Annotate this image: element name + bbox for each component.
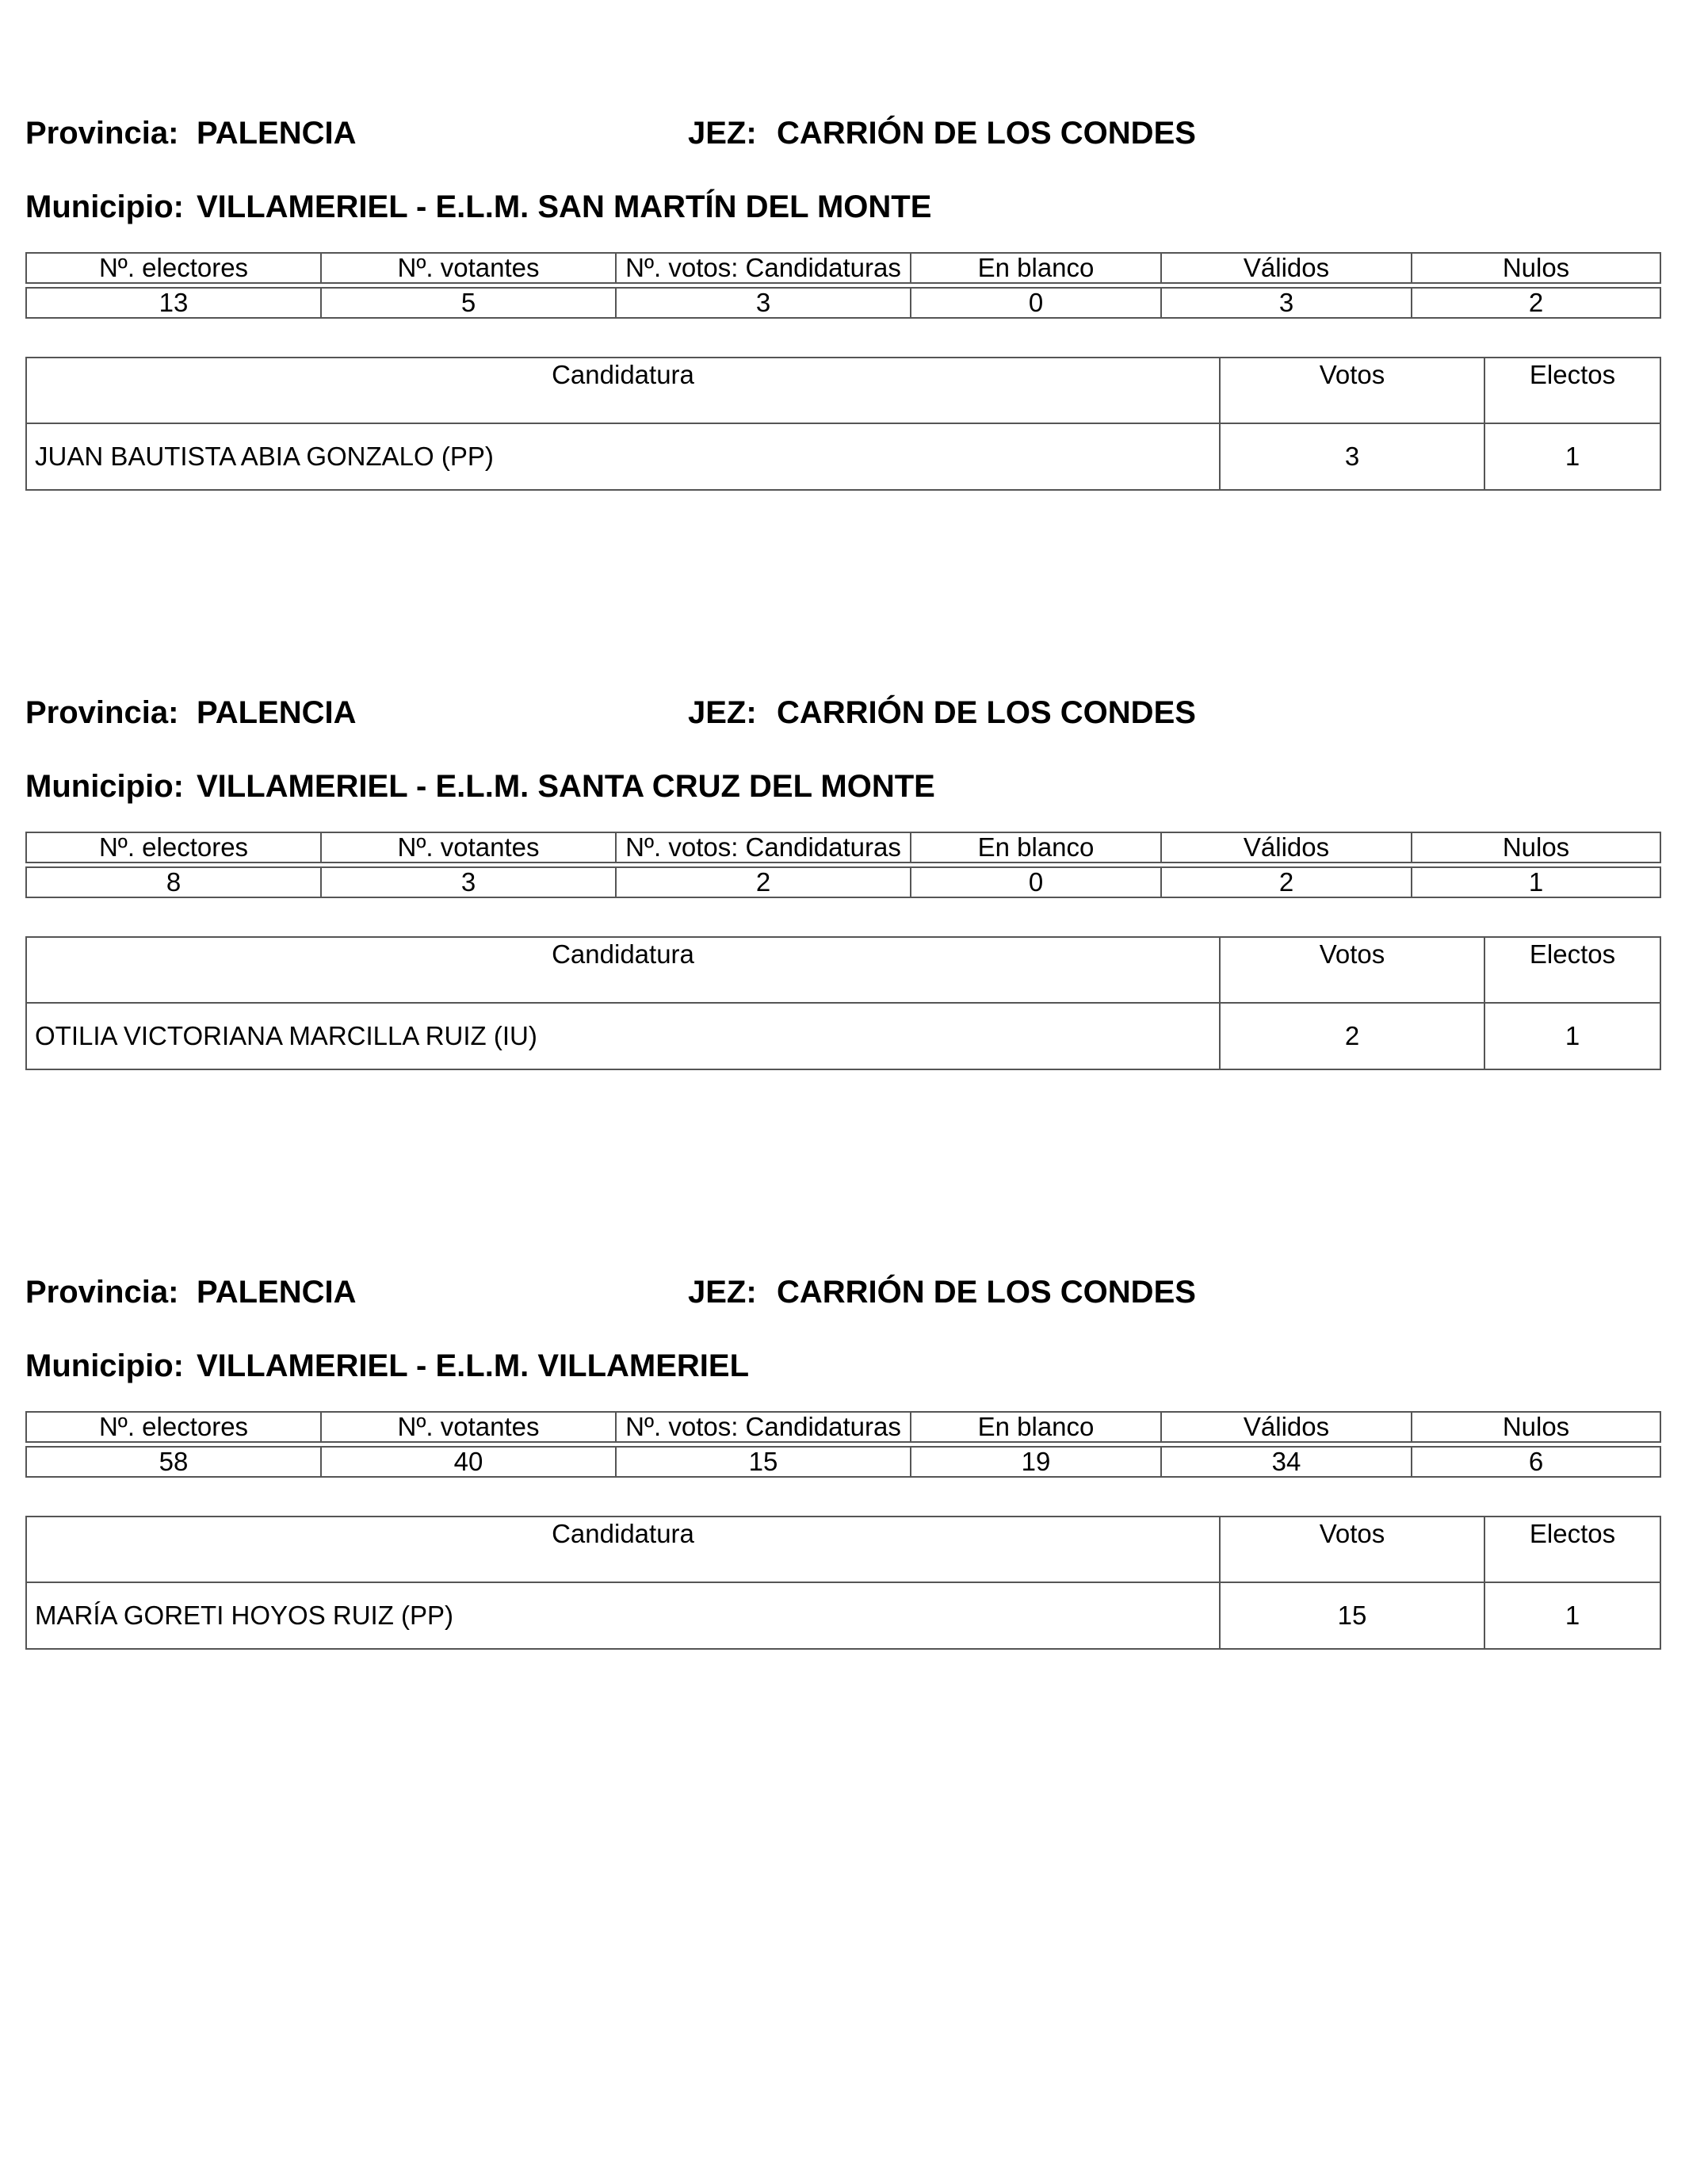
stats-header-cell: Nulos — [1412, 832, 1660, 863]
votos-header: Votos — [1220, 937, 1484, 1003]
candidate-votos: 2 — [1220, 1003, 1484, 1069]
provincia-label: Provincia: — [25, 116, 179, 151]
candidate-votos: 15 — [1220, 1582, 1484, 1649]
section-header — [25, 1268, 1660, 1316]
candidates-header-row — [26, 358, 1660, 423]
candidate-name: OTILIA VICTORIANA MARCILLA RUIZ (IU) — [26, 1003, 1220, 1069]
stats-value-cell: 3 — [1161, 288, 1412, 318]
candidate-row — [26, 423, 1660, 490]
stats-header-cell: Nº. votantes — [321, 832, 616, 863]
municipio-row — [25, 1342, 1660, 1390]
stats-table — [25, 1411, 1661, 1478]
stats-value-cell: 19 — [911, 1447, 1161, 1477]
municipio-label: Municipio: — [25, 189, 184, 224]
municipio-label: Municipio: — [25, 1348, 184, 1383]
candidate-votos: 3 — [1220, 423, 1484, 490]
stats-value-cell: 6 — [1412, 1447, 1660, 1477]
candidate-electos: 1 — [1484, 423, 1660, 490]
stats-value-cell: 8 — [26, 867, 321, 897]
stats-value-cell: 3 — [321, 867, 616, 897]
stats-table — [25, 832, 1661, 898]
candidate-electos: 1 — [1484, 1003, 1660, 1069]
stats-value-cell: 58 — [26, 1447, 321, 1477]
stats-value-cell: 2 — [1161, 867, 1412, 897]
stats-header-cell: En blanco — [911, 1412, 1161, 1442]
candidates-table — [25, 1516, 1661, 1650]
stats-header-row — [26, 1412, 1660, 1442]
stats-header-cell: En blanco — [911, 832, 1161, 863]
municipio-row — [25, 183, 1660, 231]
candidates-table — [25, 357, 1661, 491]
candidatura-header: Candidatura — [26, 937, 1220, 1003]
stats-header-cell: Válidos — [1161, 1412, 1412, 1442]
stats-value-cell: 15 — [616, 1447, 911, 1477]
stats-header-cell: Nº. electores — [26, 832, 321, 863]
stats-value-cell: 40 — [321, 1447, 616, 1477]
stats-header-cell: Nº. votos: Candidaturas — [616, 832, 911, 863]
stats-header-cell: Nº. electores — [26, 253, 321, 283]
stats-header-cell: Nº. votantes — [321, 1412, 616, 1442]
stats-header-cell: Nº. votos: Candidaturas — [616, 253, 911, 283]
candidates-header-row — [26, 937, 1660, 1003]
section-header — [25, 109, 1660, 157]
electos-header: Electos — [1484, 358, 1660, 423]
municipio-row — [25, 763, 1660, 810]
candidate-row — [26, 1003, 1660, 1069]
section-header — [25, 689, 1660, 736]
stats-header-cell: Válidos — [1161, 253, 1412, 283]
jez-label: JEZ: — [688, 695, 757, 730]
stats-header-cell: Nulos — [1412, 253, 1660, 283]
candidatura-header: Candidatura — [26, 1517, 1220, 1582]
stats-value-row — [26, 288, 1660, 318]
candidates-table — [25, 936, 1661, 1070]
stats-value-cell: 2 — [1412, 288, 1660, 318]
stats-value-cell: 34 — [1161, 1447, 1412, 1477]
candidate-name: JUAN BAUTISTA ABIA GONZALO (PP) — [26, 423, 1220, 490]
stats-value-cell: 1 — [1412, 867, 1660, 897]
stats-value-cell: 2 — [616, 867, 911, 897]
jez-value: CARRIÓN DE LOS CONDES — [777, 116, 1196, 151]
candidate-electos: 1 — [1484, 1582, 1660, 1649]
stats-value-cell: 13 — [26, 288, 321, 318]
candidatura-header: Candidatura — [26, 358, 1220, 423]
municipio-label: Municipio: — [25, 769, 184, 804]
votos-header: Votos — [1220, 1517, 1484, 1582]
provincia-label: Provincia: — [25, 695, 179, 730]
provincia-label: Provincia: — [25, 1275, 179, 1310]
stats-value-cell: 3 — [616, 288, 911, 318]
result-section-1 — [25, 109, 1660, 491]
stats-header-cell: Nº. votantes — [321, 253, 616, 283]
stats-header-cell: Nº. votos: Candidaturas — [616, 1412, 911, 1442]
candidate-name: MARÍA GORETI HOYOS RUIZ (PP) — [26, 1582, 1220, 1649]
municipio-value: VILLAMERIEL - E.L.M. SANTA CRUZ DEL MONTE — [197, 769, 935, 804]
stats-value-row — [26, 867, 1660, 897]
municipio-value: VILLAMERIEL - E.L.M. SAN MARTÍN DEL MONTE — [197, 189, 932, 224]
jez-value: CARRIÓN DE LOS CONDES — [777, 1275, 1196, 1310]
stats-header-row — [26, 253, 1660, 283]
jez-value: CARRIÓN DE LOS CONDES — [777, 695, 1196, 730]
electos-header: Electos — [1484, 937, 1660, 1003]
result-section-3 — [25, 1268, 1660, 1650]
stats-header-cell: Nº. electores — [26, 1412, 321, 1442]
stats-header-row — [26, 832, 1660, 863]
electos-header: Electos — [1484, 1517, 1660, 1582]
jez-label: JEZ: — [688, 116, 757, 151]
stats-value-cell: 5 — [321, 288, 616, 318]
provincia-value: PALENCIA — [197, 1275, 357, 1310]
stats-header-cell: Nulos — [1412, 1412, 1660, 1442]
stats-table — [25, 252, 1661, 319]
stats-header-cell: Válidos — [1161, 832, 1412, 863]
candidate-row — [26, 1582, 1660, 1649]
provincia-value: PALENCIA — [197, 116, 357, 151]
municipio-value: VILLAMERIEL - E.L.M. VILLAMERIEL — [197, 1348, 750, 1383]
candidates-header-row — [26, 1517, 1660, 1582]
provincia-value: PALENCIA — [197, 695, 357, 730]
stats-value-row — [26, 1447, 1660, 1477]
votos-header: Votos — [1220, 358, 1484, 423]
stats-value-cell: 0 — [911, 288, 1161, 318]
jez-label: JEZ: — [688, 1275, 757, 1310]
stats-header-cell: En blanco — [911, 253, 1161, 283]
stats-value-cell: 0 — [911, 867, 1161, 897]
result-section-2 — [25, 689, 1660, 1070]
